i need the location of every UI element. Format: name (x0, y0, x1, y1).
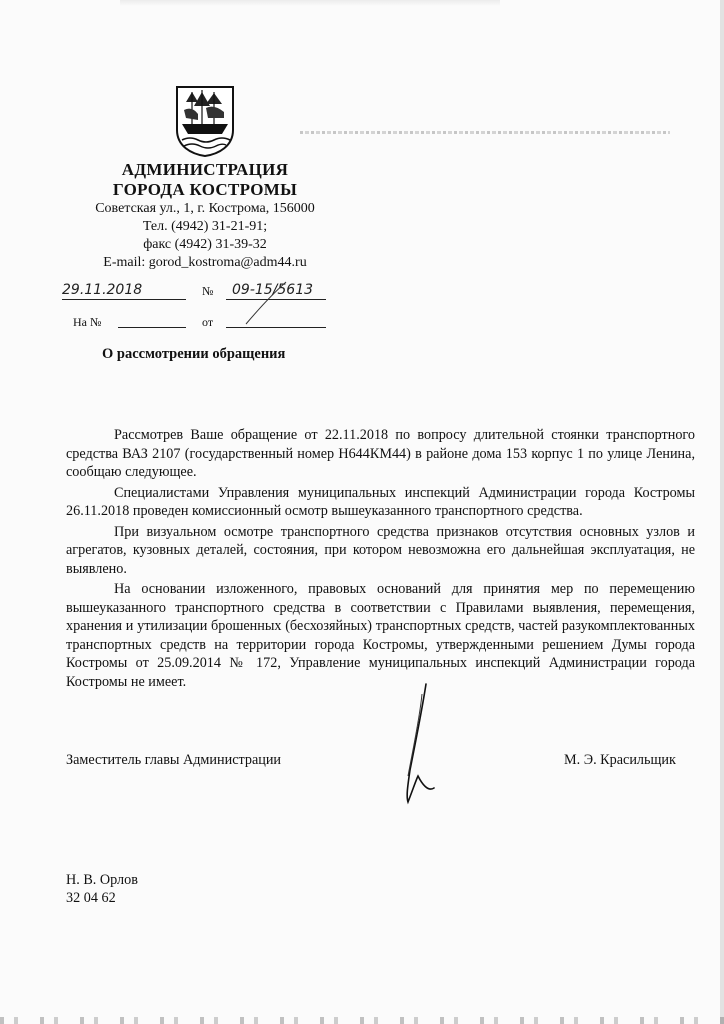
pen-stroke-mark (238, 278, 288, 326)
scan-artifact-line (300, 131, 670, 134)
reference-date-line (226, 327, 326, 328)
letter-body (66, 426, 695, 693)
signature-icon (392, 680, 452, 810)
org-email: E-mail: gorod_kostroma@adm44.ru (103, 255, 307, 270)
outgoing-date-line (62, 299, 186, 300)
letterhead (60, 160, 350, 272)
org-phone: Тел. (4942) 31-21-91; (142, 219, 268, 234)
body-paragraph: Рассмотрев Ваше обращение от 22.11.2018 по вопросу длительной стоянки транспортного средства ВАЗ 2107 (государственный номер Н644КМ44) в районе дома 153 корпус 1 по улице Ленина, сообщаю следующее. (66, 427, 695, 480)
contact-name: Н. В. Орлов (66, 872, 138, 888)
reference-number-label: На № (73, 315, 102, 329)
letter-subject: О рассмотрении обращения (102, 346, 286, 362)
org-name-line1: АДМИНИСТРАЦИЯ (121, 160, 289, 179)
outgoing-number: 09-15/5613 (232, 282, 314, 298)
signer-name: М. Э. Красильщик (564, 752, 676, 768)
org-fax: факс (4942) 31-39-32 (143, 237, 267, 252)
reference-date-label: от (202, 315, 214, 329)
coat-of-arms-icon (172, 84, 238, 158)
scan-artifact-bottom (0, 1017, 724, 1024)
signer-position: Заместитель главы Администрации (66, 752, 282, 768)
body-paragraph: Специалистами Управления муниципальных инспекций Администрации города Костромы 26.11.2018 проведен комиссионный осмотр вышеуказанного транспортного средства. (66, 484, 695, 519)
outgoing-number-label: № (202, 284, 214, 298)
scan-edge (720, 0, 724, 1024)
org-address: Советская ул., 1, г. Кострома, 156000 (95, 201, 315, 216)
contact-phone: 32 04 62 (66, 890, 116, 906)
body-paragraph: На основании изложенного, правовых оснований для принятия мер по перемещению вышеуказанного транспортного средства в соответствии с Правилами выявления, перемещения, хранения и утилизации брошенных (бесхозяйных) транспортных средств, частей разукомплектованных транспортных средств на территории города Костромы, утвержденными решением Думы города Костромы от 25.09.2014 № 172, Управление муниципальных инспекций Администрации города Костромы не имеет. (66, 581, 695, 690)
reference-number-line (118, 327, 186, 328)
body-paragraph: При визуальном осмотре транспортного средства признаков отсутствия основных узлов и агрегатов, кузовных деталей, состояния, при котором невозможна его дальнейшая эксплуатация, не выявлено. (66, 523, 695, 577)
scan-artifact-top (120, 0, 500, 6)
outgoing-date: 29.11.2018 (62, 282, 143, 298)
org-name-line2: ГОРОДА КОСТРОМЫ (112, 180, 298, 199)
